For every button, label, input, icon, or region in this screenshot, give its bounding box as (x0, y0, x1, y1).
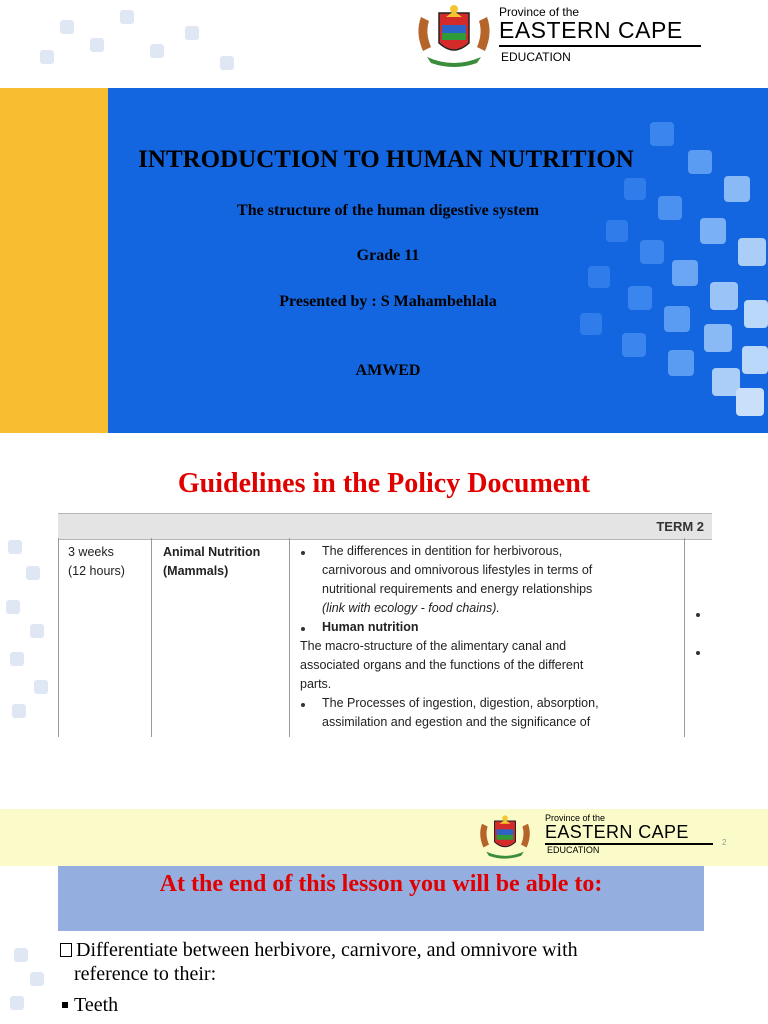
decor-square (606, 220, 628, 242)
content-line: (link with ecology - food chains). (322, 601, 500, 615)
coat-of-arms-icon (470, 814, 540, 860)
bullet-dot (696, 651, 700, 655)
decor-square (6, 600, 20, 614)
logo-eastern-cape-text: EASTERN CAPE (499, 17, 683, 43)
content-line: The Processes of ingestion, digestion, absorption, (322, 696, 599, 710)
topic-cell (163, 543, 260, 581)
logo-education-text: EDUCATION (501, 50, 571, 64)
grade-label: Grade 11 (356, 247, 420, 264)
bullet-dot (301, 703, 305, 707)
logo-province-text: Province of the (545, 813, 606, 823)
decor-square (688, 150, 712, 174)
slide-number: 2 (722, 838, 727, 847)
banner-yellow-bar (0, 88, 108, 433)
decor-square (588, 266, 610, 288)
content-bullet-3 (322, 694, 599, 732)
decor-square (580, 313, 602, 335)
content-line: nutritional requirements and energy relationships (322, 582, 593, 596)
content-paragraph (300, 637, 583, 694)
topic-name: Animal Nutrition (163, 545, 261, 559)
policy-table-header (58, 513, 712, 540)
content-line: The macro-structure of the alimentary canal and (300, 639, 567, 653)
title-banner (0, 88, 768, 433)
decor-square (10, 652, 24, 666)
decor-square (704, 324, 732, 352)
objective-line-1: Differentiate between herbivore, carnivore, and omnivore with (76, 939, 578, 961)
decor-square (40, 50, 54, 64)
decor-square (150, 44, 164, 58)
slide-subtitle: The structure of the human digestive system (237, 202, 539, 219)
coat-of-arms-icon (413, 3, 495, 69)
square-bullet-icon (62, 1002, 68, 1008)
decor-square (700, 218, 726, 244)
content-line: The differences in dentition for herbivorous, (322, 544, 563, 558)
bullet-dot (301, 551, 305, 555)
content-line: assimilation and egestion and the significance of (322, 715, 591, 729)
sub-item-teeth: Teeth (74, 994, 119, 1016)
slide-title: INTRODUCTION TO HUMAN NUTRITION (138, 146, 634, 173)
decor-square (10, 996, 24, 1010)
decor-square (622, 333, 646, 357)
logo-rule (499, 45, 701, 47)
presenter-label: Presented by : S Mahambehlala (279, 293, 497, 310)
decor-square (624, 178, 646, 200)
decor-square (30, 624, 44, 638)
content-bullet-1 (322, 542, 592, 618)
decor-square (736, 388, 764, 416)
decor-square (30, 972, 44, 986)
decor-square (60, 20, 74, 34)
decor-square (738, 238, 766, 266)
duration-weeks: 3 weeks (68, 545, 114, 559)
decor-square (185, 26, 199, 40)
decor-square (26, 566, 40, 580)
slide1-header (0, 0, 768, 88)
objective-line-2: reference to their: (74, 963, 217, 985)
column-divider (684, 538, 685, 737)
lesson-outcomes-box (58, 866, 704, 931)
logo-province-text: Province of the (499, 5, 580, 19)
content-line: parts. (300, 677, 332, 691)
logo-eastern-cape-text: EASTERN CAPE (545, 822, 689, 842)
column-divider (289, 538, 290, 737)
logo-education-text: EDUCATION (547, 845, 600, 855)
content-line: carnivorous and omnivorous lifestyles in terms of (322, 563, 593, 577)
decor-square (742, 346, 768, 374)
section-heading: Guidelines in the Policy Document (177, 468, 591, 499)
decor-square (650, 122, 674, 146)
content-bullet-2: Human nutrition (322, 620, 419, 634)
topic-sub: (Mammals) (163, 564, 229, 578)
decor-square (220, 56, 234, 70)
duration-cell (68, 543, 125, 581)
lesson-outcomes-title: At the end of this lesson you will be able to: (159, 871, 603, 897)
organisation-label: AMWED (355, 362, 421, 379)
bullet-dot (301, 627, 305, 631)
decor-square (744, 300, 768, 328)
term-label: TERM 2 (656, 519, 704, 534)
decor-square (724, 176, 750, 202)
decor-square (34, 680, 48, 694)
column-divider (58, 538, 59, 737)
decor-square (8, 540, 22, 554)
checkbox-bullet-icon (60, 943, 72, 957)
decor-square (668, 350, 694, 376)
decor-square (710, 282, 738, 310)
content-line: associated organs and the functions of the different (300, 658, 584, 672)
decor-square (14, 948, 28, 962)
column-divider (151, 538, 152, 737)
duration-hours: (12 hours) (68, 564, 125, 578)
decor-square (90, 38, 104, 52)
decor-square (672, 260, 698, 286)
decor-square (12, 704, 26, 718)
bullet-dot (696, 613, 700, 617)
policy-document-table (58, 513, 712, 737)
slide2-header (0, 809, 768, 866)
decor-square (120, 10, 134, 24)
